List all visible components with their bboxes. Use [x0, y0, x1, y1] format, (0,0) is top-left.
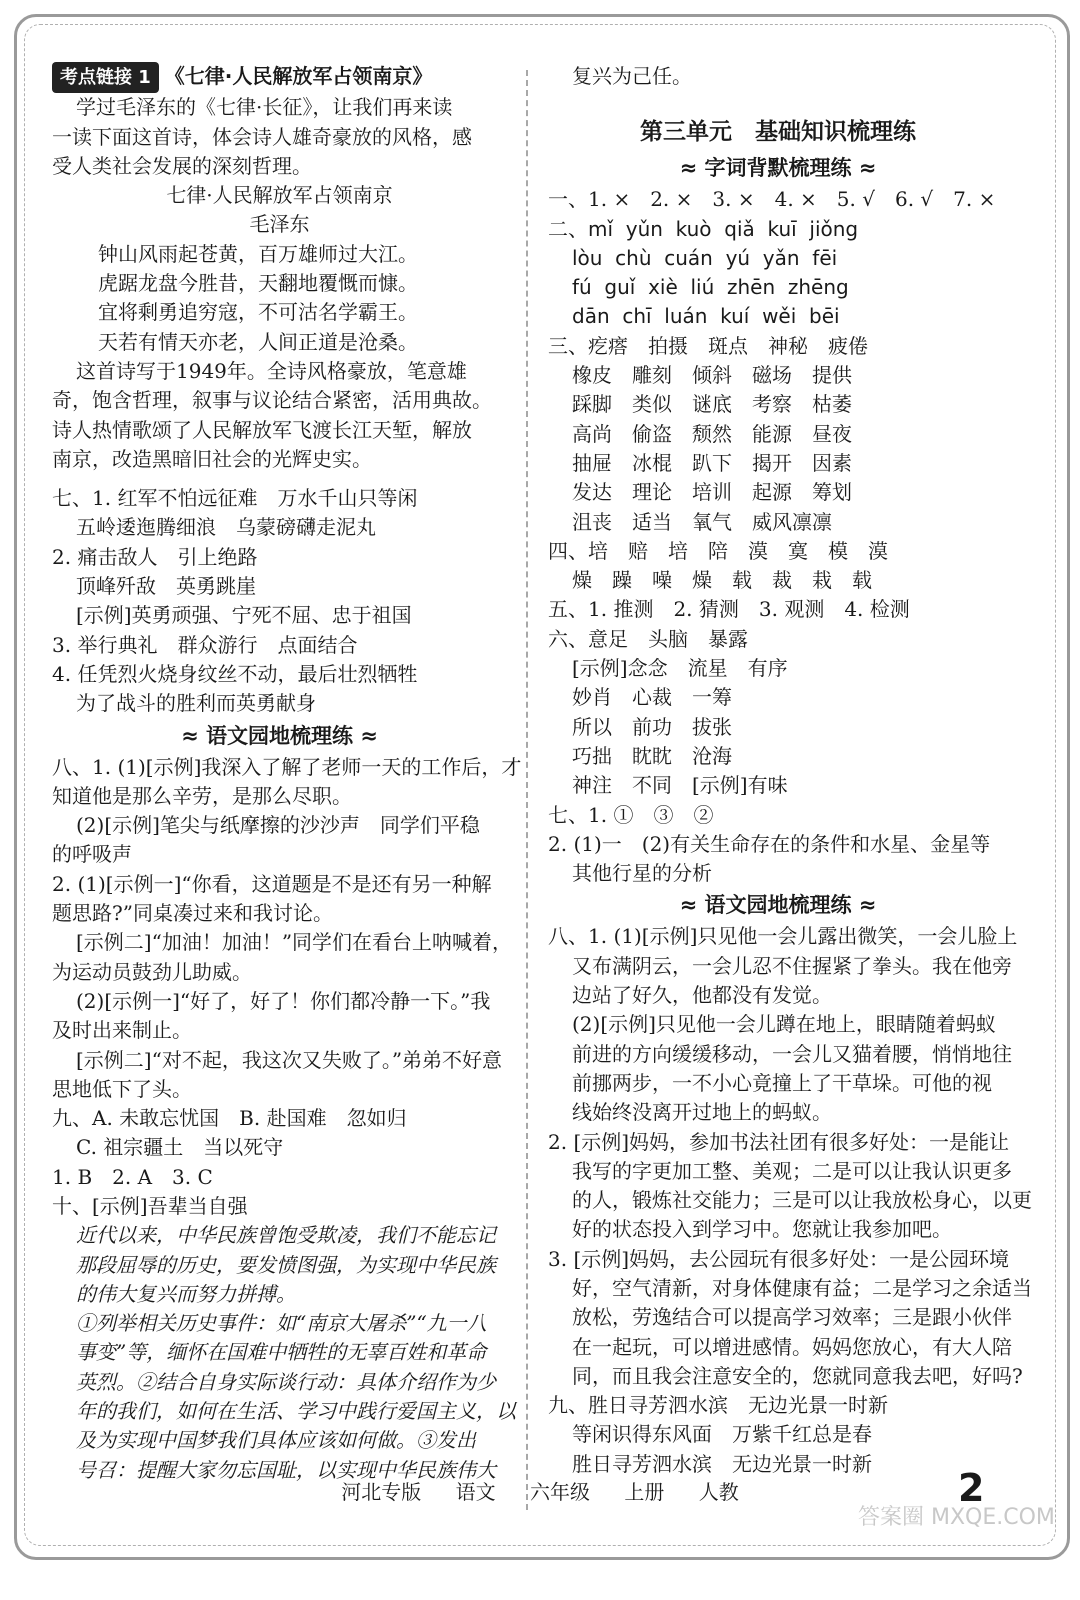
answer-line: 为运动员鼓劲儿助威。: [52, 959, 252, 984]
answer-line: 放松，劳逸结合可以提高学习效率；三是跟小伙伴: [572, 1305, 1012, 1330]
answer-line: 在一起玩，可以增进感情。妈妈您放心，有大人陪: [572, 1334, 1012, 1359]
answer-line: 十、[示例]吾辈当自强: [52, 1193, 248, 1218]
essay-line: 年的我们，如何在生活、学习中践行爱国主义，以: [76, 1399, 516, 1424]
answer-line: 4. 任凭烈火烧身纹丝不动，最后壮烈牺牲: [52, 661, 418, 686]
answer-line: 同，而且我会注意安全的，您就同意我去吧，好吗?: [572, 1363, 1023, 1388]
answer-line: 九、胜日寻芳泗水滨 无边光景一时新: [548, 1393, 888, 1418]
poem-line: 宜将剩勇追穷寇，不可沽名学霸王。: [98, 300, 418, 325]
answer-line: 燥 躁 噪 燥 载 裁 栽 载: [572, 568, 872, 593]
answer-line: 踩脚 类似 谜底 考察 枯萎: [572, 392, 852, 417]
section-title: ≈ 语文园地梳理练 ≈: [679, 893, 877, 918]
answer-line: 七、1. ① ③ ②: [548, 802, 714, 827]
answer-line: 前进的方向缓缓移动，一会儿又猫着腰，悄悄地往: [572, 1041, 1012, 1066]
answer-line: (2)[示例]笔尖与纸摩擦的沙沙声 同学们平稳: [76, 813, 480, 838]
answer-line: [示例]念念 流星 有序: [572, 656, 788, 681]
essay-line: 英烈。②结合自身实际谈行动：具体介绍作为少: [76, 1369, 496, 1394]
column-divider: [526, 70, 528, 1510]
answer-line: 八、1. (1)[示例]我深入了解了老师一天的工作后，才: [52, 754, 522, 779]
footer-term: 上册: [624, 1480, 665, 1504]
poem-line: 钟山风雨起苍黄，百万雄师过大江。: [98, 241, 418, 266]
left-column: [52, 62, 522, 1485]
poem-line: 虎踞龙盘今胜昔，天翻地覆慨而慷。: [98, 271, 418, 296]
essay-line: 近代以来，中华民族曾饱受欺凌，我们不能忘记: [76, 1223, 496, 1248]
kaodian-tag: 考点链接 1: [52, 62, 159, 93]
poem-note-line: 南京，改造黑暗旧社会的光辉史实。: [52, 446, 372, 471]
answer-line: (2)[示例]只见他一会儿蹲在地上，眼睛随着蚂蚁: [572, 1012, 996, 1037]
answer-line: 橡皮 雕刻 倾斜 磁场 提供: [572, 363, 852, 388]
answer-line: 题思路?”同桌凑过来和我讨论。: [52, 901, 333, 926]
intro-line: 一读下面这首诗，体会诗人雄奇豪放的风格，感: [52, 124, 472, 149]
intro-line: 受人类社会发展的深刻哲理。: [52, 153, 312, 178]
answer-line: 1. B 2. A 3. C: [52, 1164, 213, 1189]
footer-publisher: 人教: [698, 1480, 739, 1504]
answer-line: 其他行星的分析: [572, 861, 712, 886]
answer-line: 所以 前功 拔张: [572, 714, 732, 739]
answer-line: 2. (1)一 (2)有关生命存在的条件和水星、金星等: [548, 831, 991, 856]
answer-line: 巧拙 眈眈 沧海: [572, 743, 732, 768]
section-title: ≈ 语文园地梳理练 ≈: [181, 723, 378, 748]
answer-line: 知道他是那么辛劳，是那么尽职。: [52, 783, 352, 808]
footer-grade: 六年级: [530, 1480, 590, 1504]
answer-line: C. 祖宗疆土 当以死守: [76, 1135, 284, 1160]
essay-line: 及为实现中国梦我们具体应该如何做。③发出: [76, 1428, 476, 1453]
essay-line: 那段屈辱的历史，要发愤图强，为实现中华民族: [76, 1252, 496, 1277]
answer-line: 的人，锻炼社交能力；三是可以让我放松身心，以更: [572, 1188, 1032, 1213]
answer-line: 胜日寻芳泗水滨 无边光景一时新: [572, 1451, 872, 1476]
answer-line: 为了战斗的胜利而英勇献身: [76, 691, 316, 716]
section-title: ≈ 字词背默梳理练 ≈: [679, 156, 877, 181]
essay-line: ①列举相关历史事件：如“南京大屠杀”“九一八: [76, 1311, 487, 1336]
continued-line: 复兴为己任。: [572, 64, 692, 88]
poem-title: 七律·人民解放军占领南京: [166, 183, 393, 208]
answer-line: 好的状态投入到学习中。您就让我参加吧。: [572, 1217, 952, 1242]
answer-line: 高尚 偷盗 颓然 能源 昼夜: [572, 421, 852, 446]
essay-line: 号召：提醒大家勿忘国耻，以实现中华民族伟大: [76, 1457, 496, 1482]
watermark: 答案圈 MXQE.COM: [858, 1505, 1055, 1530]
pinyin-line: lòu chù cuán yú yǎn fēi: [572, 245, 838, 270]
answer-line: 思地低下了头。: [52, 1076, 192, 1101]
answer-line: 发达 理论 培训 起源 筹划: [572, 480, 852, 505]
answer-line: [示例]英勇顽强、宁死不屈、忠于祖国: [76, 603, 412, 628]
pinyin-line: fú guǐ xiè liú zhēn zhēng: [572, 275, 849, 300]
answer-line: 顶峰歼敌 英勇跳崖: [76, 574, 256, 599]
answer-line: [示例二]“对不起，我这次又失败了。”弟弟不好意: [76, 1047, 503, 1072]
answer-line: 等闲识得东风面 万紫千红总是春: [572, 1422, 872, 1447]
answer-line: 一、1. × 2. × 3. × 4. × 5. √ 6. √ 7. ×: [548, 187, 996, 212]
answer-line: 抽屉 冰棍 趴下 揭开 因素: [572, 450, 852, 475]
answer-line: 边站了好久，他都没有发觉。: [572, 983, 832, 1008]
essay-line: 的伟大复兴而努力拼搏。: [76, 1281, 296, 1306]
answer-line: (2)[示例一]“好了，好了！你们都冷静一下。”我: [76, 988, 491, 1013]
poem-author: 毛泽东: [249, 212, 310, 237]
poem-line: 天若有情天亦老，人间正道是沧桑。: [98, 329, 418, 354]
answer-line: 三、疙瘩 拍摄 斑点 神秘 疲倦: [548, 333, 868, 358]
unit-title: 第三单元 基础知识梳理练: [640, 119, 916, 146]
answer-line: 3. [示例]妈妈，去公园玩有很多好处：一是公园环境: [548, 1246, 1010, 1271]
answer-line: 九、A. 未敢忘忧国 B. 赴国难 忽如归: [52, 1106, 407, 1131]
answer-line: [示例二]“加油！加油！”同学们在看台上呐喊着，: [76, 930, 513, 955]
essay-line: 事变”等，缅怀在国难中牺牲的无辜百姓和革命: [76, 1340, 487, 1365]
answer-line: 的呼吸声: [52, 842, 132, 867]
answer-line: 五、1. 推测 2. 猜测 3. 观测 4. 检测: [548, 597, 910, 622]
footer-subject: 语文: [455, 1480, 496, 1504]
poem-note-line: 这首诗写于1949年。全诗风格豪放，笔意雄: [76, 358, 467, 383]
answer-line: 八、1. (1)[示例]只见他一会儿露出微笑，一会儿脸上: [548, 924, 1018, 949]
answer-line: 2. 痛击敌人 引上绝路: [52, 544, 258, 569]
pinyin-line: dān chī luán kuí wěi bēi: [572, 304, 840, 329]
page-number: 2: [958, 1466, 985, 1510]
answer-line: 好，空气清新，对身体健康有益；二是学习之余适当: [572, 1275, 1032, 1300]
answer-line: 我写的字更加工整、美观；二是可以让我认识更多: [572, 1158, 1012, 1183]
answer-line: 线始终没离开过地上的蚂蚁。: [572, 1100, 832, 1125]
kaodian-title: 《七律·人民解放军占领南京》: [164, 64, 433, 88]
footer-edition: 河北专版: [341, 1480, 422, 1504]
answer-line: 四、培 赔 培 陪 漠 寞 模 漠: [548, 538, 888, 563]
poem-note-line: 奇，饱含哲理，叙事与议论结合紧密，活用典故。: [52, 388, 492, 413]
right-column: [548, 62, 1032, 1479]
pinyin-line: 二、mǐ yǔn kuò qiǎ kuī jiǒng: [548, 216, 859, 241]
answer-line: 前挪两步，一不小心竟撞上了干草垛。可他的视: [572, 1070, 992, 1095]
answer-line: 神注 不同 [示例]有味: [572, 773, 788, 798]
answer-line: 及时出来制止。: [52, 1018, 192, 1043]
kaodian-header: [52, 62, 507, 93]
answer-line: 2. [示例]妈妈，参加书法社团有很多好处：一是能让: [548, 1129, 1010, 1154]
answer-line: 五岭逶迤腾细浪 乌蒙磅礴走泥丸: [76, 515, 376, 540]
answer-line: 又布满阴云，一会儿忍不住握紧了拳头。我在他旁: [572, 953, 1012, 978]
poem-note-line: 诗人热情歌颂了人民解放军飞渡长江天堑，解放: [52, 417, 472, 442]
answer-line: 3. 举行典礼 群众游行 点面结合: [52, 632, 358, 657]
answer-line: 2. (1)[示例一]“你看，这道题是不是还有另一种解: [52, 871, 492, 896]
intro-line: 学过毛泽东的《七律·长征》，让我们再来读: [76, 95, 453, 120]
answer-line: 妙肖 心裁 一筹: [572, 685, 732, 710]
answer-line: 六、意足 头脑 暴露: [548, 626, 748, 651]
answer-line: 沮丧 适当 氧气 威风凛凛: [572, 509, 832, 534]
answer-line: 七、1. 红军不怕远征难 万水千山只等闲: [52, 486, 418, 511]
